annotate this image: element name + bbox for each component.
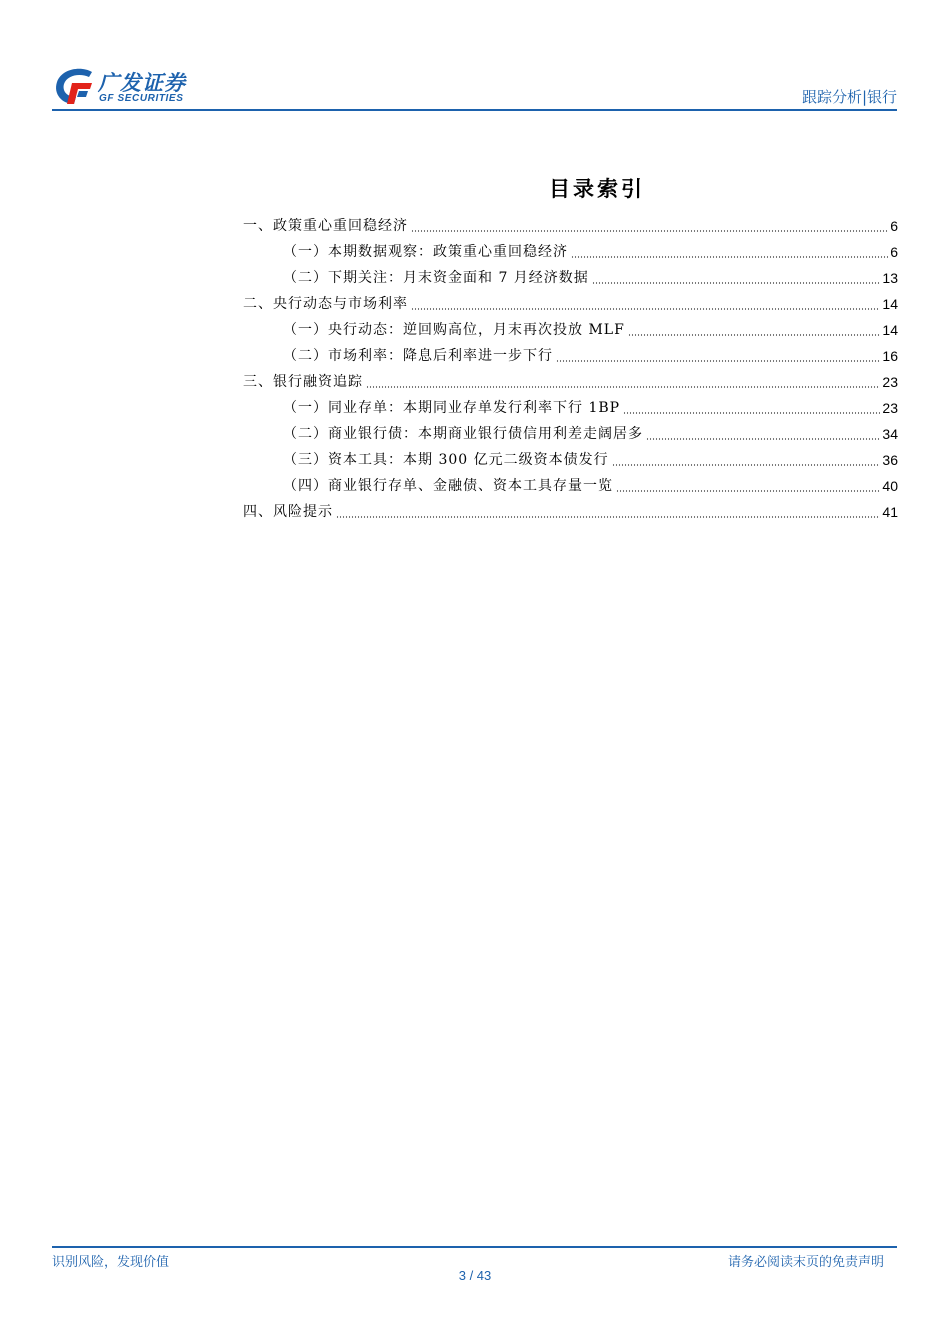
toc-entry[interactable] [243,216,898,236]
toc-entry[interactable] [283,268,898,288]
gf-securities-logo [52,66,212,108]
toc-leader-dots [612,464,881,466]
toc-entry-text: （二）市场利率：降息后利率进一步下行 [283,348,553,364]
toc-title: 目录索引 [549,176,645,201]
toc-leader-dots [556,360,880,362]
toc-leader-dots [646,438,880,440]
toc-entry[interactable] [283,320,898,340]
toc-entry-text: （一）本期数据观察：政策重心重回稳经济 [283,244,568,260]
toc-entry[interactable] [283,424,898,444]
toc-leader-dots [616,490,880,492]
toc-entry-text: （一）同业存单：本期同业存单发行利率下行 1BP [283,400,621,416]
footer-slogan: 识别风险，发现价值 [52,1255,170,1270]
toc-entry-page: 14 [882,296,898,312]
toc-entry[interactable] [283,346,898,366]
toc-entry[interactable] [283,242,898,262]
toc-entry[interactable] [283,398,898,418]
toc-entry[interactable] [243,372,898,392]
toc-entry-page: 6 [890,244,898,260]
toc-entry-page: 23 [882,374,898,390]
page-header [52,66,897,110]
toc-entry-page: 16 [882,348,898,364]
toc-entry-text: 二、央行动态与市场利率 [243,296,408,312]
toc-entry[interactable] [283,450,898,470]
toc-entry-text: 三、银行融资追踪 [243,374,363,390]
header-divider [52,109,897,111]
toc-leader-dots [571,256,888,258]
toc-entry-page: 40 [882,478,898,494]
toc-entry-page: 6 [890,218,898,234]
toc-leader-dots [411,230,888,232]
toc-leader-dots [336,516,880,518]
footer-disclaimer-note: 请务必阅读末页的免责声明 [727,1255,884,1270]
toc-leader-dots [366,386,880,388]
toc-leader-dots [592,282,881,284]
logo-chinese-text: 广发证券 [98,71,186,95]
toc-entry-text: （三）资本工具：本期 300 亿元二级资本债发行 [283,452,609,468]
toc-entry[interactable] [283,476,898,496]
toc-entry-page: 13 [882,270,898,286]
toc-entry-page: 23 [882,400,898,416]
toc-entry-text: 四、风险提示 [243,504,333,520]
toc-leader-dots [628,334,881,336]
toc-leader-dots [623,412,880,414]
toc-entry[interactable] [243,294,898,314]
toc-entry-text: （一）央行动态：逆回购高位，月末再次投放 MLF [283,322,625,338]
toc-entry[interactable] [243,502,898,522]
toc-entry-text: 一、政策重心重回稳经济 [243,218,408,234]
toc-entry-page: 41 [882,504,898,520]
toc-entry-page: 36 [882,452,898,468]
toc-entry-text: （四）商业银行存单、金融债、资本工具存量一览 [283,478,613,494]
toc-entry-text: （二）下期关注：月末资金面和 7 月经济数据 [283,270,589,286]
logo-english-text: GF SECURITIES [99,93,184,104]
footer-divider [52,1246,897,1248]
toc-leader-dots [411,308,880,310]
gf-logo-icon [52,66,96,106]
toc-entry-page: 14 [882,322,898,338]
toc-entry-page: 34 [882,426,898,442]
report-type-label: 跟踪分析|银行 [801,88,897,106]
page-number: 3 / 43 [458,1268,492,1283]
toc-entry-text: （二）商业银行债：本期商业银行债信用利差走阔居多 [283,426,643,442]
